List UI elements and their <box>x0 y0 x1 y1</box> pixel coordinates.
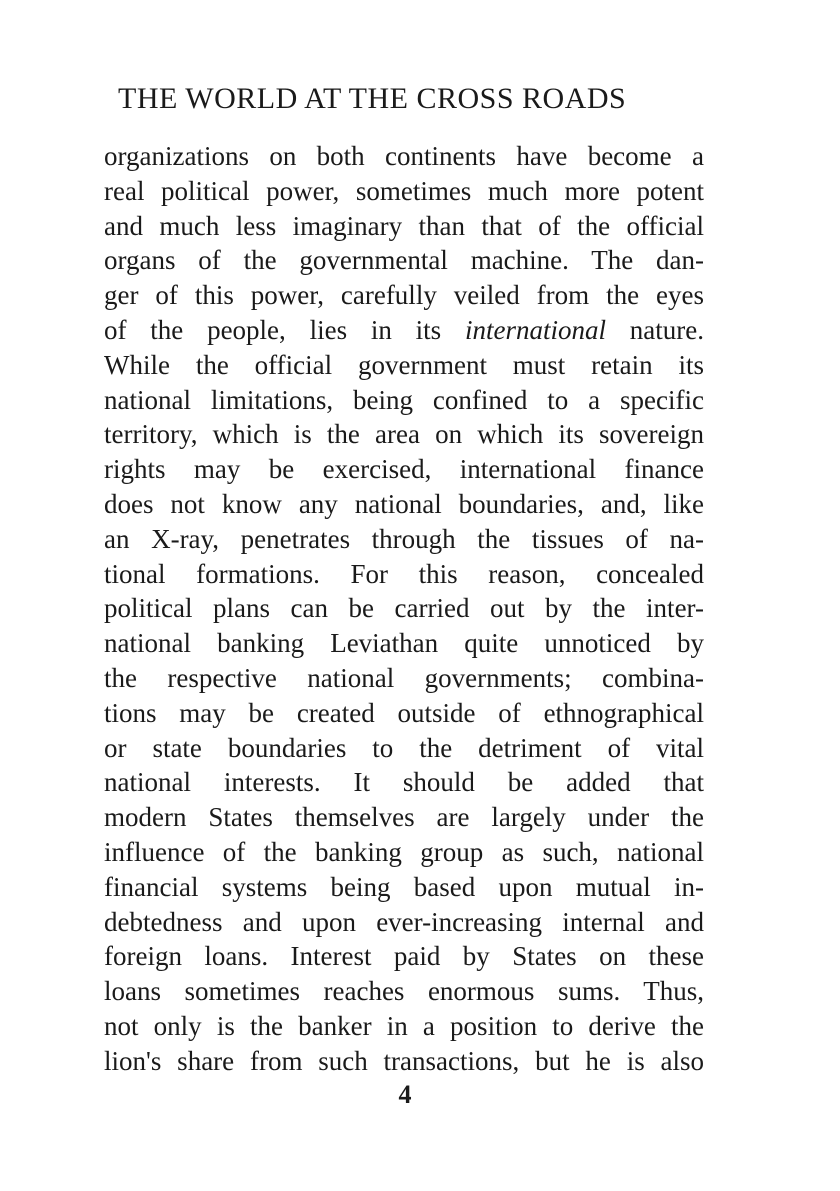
text-line: organizations on both continents have become a <box>104 141 704 171</box>
text-segment: nature. <box>605 314 704 345</box>
text-line: territory, which is the area on which its sovereign <box>104 419 704 450</box>
text-line-with-italic <box>104 313 704 348</box>
text-line: lion's share from such transactions, but he is also <box>104 1045 704 1076</box>
text-line: the respective national governments; combina- <box>104 662 704 693</box>
text-line: foreign loans. Interest paid by States on these <box>104 941 704 972</box>
text-line: or state boundaries to the detriment of vital <box>104 732 704 763</box>
text-line: financial systems being based upon mutual in- <box>104 871 704 902</box>
text-line: national limitations, being confined to a specific <box>104 384 704 415</box>
page-number: 4 <box>398 1080 412 1109</box>
text-line: influence of the banking group as such, national <box>104 836 704 867</box>
text-line: political plans can be carried out by the inter- <box>104 593 704 624</box>
text-line: tional formations. For this reason, concealed <box>104 558 704 589</box>
text-segment: of the people, lies in its <box>104 314 465 345</box>
text-line: does not know any national boundaries, and, like <box>104 488 704 519</box>
text-line: an X-ray, penetrates through the tissues of na- <box>104 523 704 554</box>
text-line: not only is the banker in a position to derive the <box>104 1010 704 1041</box>
italic-word: international <box>464 314 606 345</box>
text-line: modern States themselves are largely under the <box>104 802 704 833</box>
text-line: ger of this power, carefully veiled from the eyes <box>104 280 704 311</box>
text-line: national interests. It should be added that <box>104 767 704 798</box>
text-line: debtedness and upon ever-increasing internal and <box>104 906 704 937</box>
text-line: rights may be exercised, international finance <box>104 454 704 485</box>
text-line: While the official government must retain its <box>104 349 704 380</box>
text-line: national banking Leviathan quite unnoticed by <box>104 628 704 659</box>
text-line: real political power, sometimes much more potent <box>104 175 704 206</box>
running-head: THE WORLD AT THE CROSS ROADS <box>118 82 627 115</box>
body-text <box>104 139 704 1079</box>
text-line: organs of the governmental machine. The dan- <box>104 245 704 276</box>
text-line: tions may be created outside of ethnographical <box>104 697 704 728</box>
text-line: and much less imaginary than that of the official <box>104 210 704 241</box>
text-line: loans sometimes reaches enormous sums. Thus, <box>104 976 704 1007</box>
